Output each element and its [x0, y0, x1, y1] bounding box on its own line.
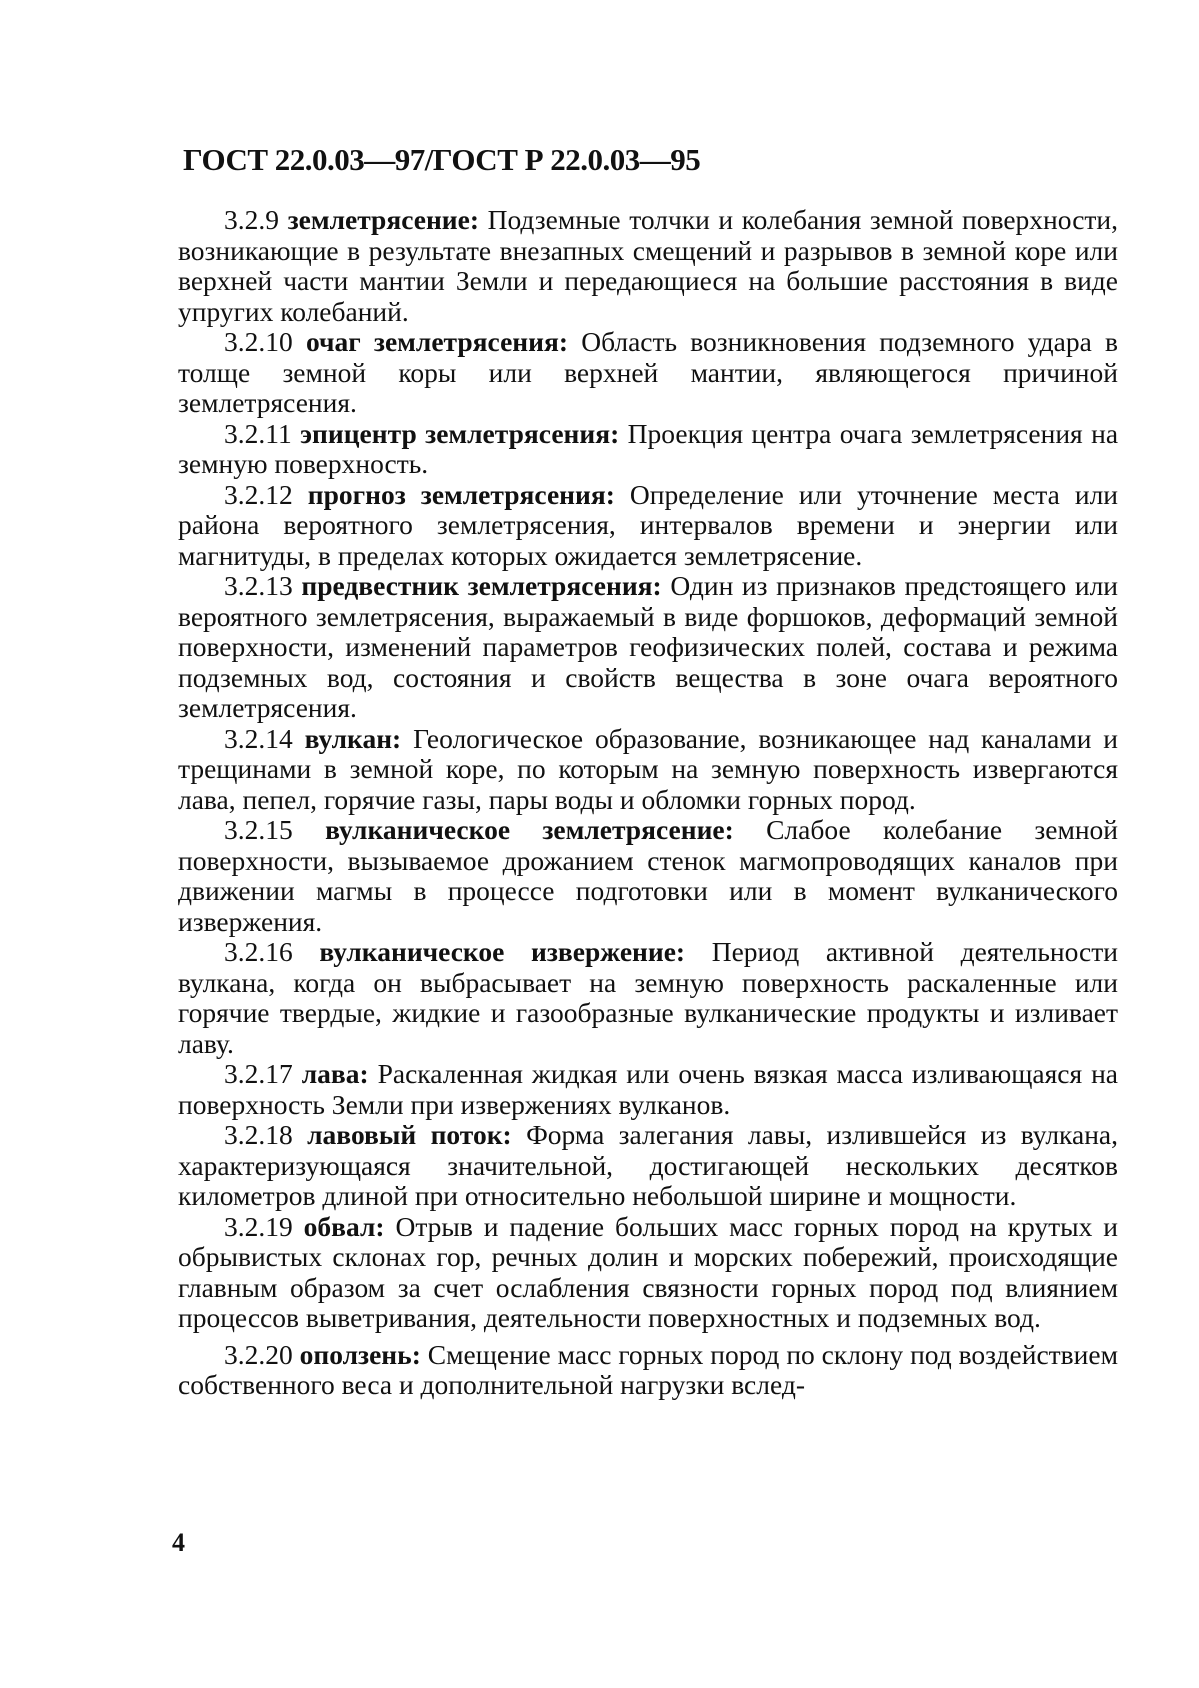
- page-header-standard-number: ГОСТ 22.0.03—97/ГОСТ Р 22.0.03—95: [183, 142, 701, 177]
- entry-definition: Подземные толчки и колебания земной поверхности, возникающие в результате внезапных смещений и разрывов в земной коре или верхней части мантии Земли и передающиеся на большие расстояния в виде упругих колебаний.: [178, 204, 1119, 327]
- entry-definition: Раскаленная жидкая или очень вязкая масса изливающаяся на поверхность Земли при извержениях вулканов.: [178, 1058, 1119, 1120]
- entry-number: 3.2.16: [224, 936, 293, 967]
- definition-entry: [178, 327, 1118, 419]
- entry-definition: Период активной деятельности вулкана, когда он выбрасывает на земную поверхность раскаленные или горячие твердые, жидкие и газообразные вулканические продукты и изливает лаву.: [178, 936, 1119, 1059]
- definition-entry: [178, 1212, 1118, 1334]
- entry-term: лава:: [301, 1058, 369, 1089]
- definition-entry: [178, 419, 1118, 480]
- definition-entry: [178, 1340, 1118, 1401]
- entry-term: вулканическое землетрясение:: [325, 814, 734, 845]
- entry-number: 3.2.10: [224, 326, 293, 357]
- definition-entry: [178, 571, 1118, 724]
- definitions-body: [178, 205, 1118, 1401]
- entry-term: очаг землетрясения:: [305, 326, 569, 357]
- entry-definition: Определение или уточнение места или района вероятного землетрясения, интервалов времени и энергии или магнитуды, в пределах которых ожидается землетрясение.: [178, 478, 1119, 571]
- definition-entry: [178, 815, 1118, 937]
- definition-entry: [178, 1059, 1118, 1120]
- entry-number: 3.2.20: [224, 1338, 293, 1370]
- entry-number: 3.2.11: [224, 417, 292, 449]
- entry-number: 3.2.19: [224, 1210, 293, 1242]
- entry-definition: Слабое колебание земной поверхности, вызываемое дрожанием стенок магмопроводящих каналов при движении магмы в процессе подготовки или в момент вулканического извержения.: [178, 814, 1119, 937]
- definition-entry: [178, 937, 1118, 1059]
- definition-entry: [178, 1120, 1118, 1212]
- entry-definition: Смещение масс горных пород по склону под воздействием собственного веса и дополнительной нагрузки вслед-: [178, 1338, 1118, 1400]
- entry-definition: Область возникновения подземного удара в толще земной коры или верхней мантии, являющегося причиной землетрясения.: [178, 326, 1119, 418]
- definition-entry: [178, 205, 1118, 327]
- entry-term: вулканическое извержение:: [319, 936, 686, 967]
- entry-number: 3.2.14: [224, 722, 293, 754]
- entry-definition: Проекция центра очага землетрясения на земную поверхность.: [178, 417, 1119, 479]
- entry-term: оползень:: [299, 1338, 421, 1370]
- entry-definition: Форма залегания лавы, излившейся из вулкана, характеризующаяся значительной, достигающей нескольких десятков километров длиной при относительно небольшой ширине и мощности.: [178, 1119, 1119, 1211]
- entry-definition: Геологическое образование, возникающее над каналами и трещинами в земной коре, по которым на земную поверхность извергаются лава, пепел, горячие газы, пары воды и обломки горных пород.: [178, 722, 1118, 815]
- entry-term: эпицентр землетрясения:: [300, 417, 620, 449]
- definition-entry: [178, 724, 1118, 816]
- entry-definition: Отрыв и падение больших масс горных пород на крутых и обрывистых склонах гор, речных долин и морских побережий, происходящие главным образом за счет ослабления связности горных пород под влиянием процессов выветривания, деятельности поверхностных и подземных вод.: [178, 1210, 1119, 1333]
- entry-term: вулкан:: [304, 722, 402, 754]
- entry-number: 3.2.12: [224, 478, 293, 510]
- entry-number: 3.2.13: [224, 570, 293, 601]
- page-number: 4: [172, 1528, 185, 1557]
- entry-term: обвал:: [303, 1210, 385, 1242]
- entry-number: 3.2.17: [224, 1058, 293, 1089]
- entry-term: предвестник землетрясения:: [301, 570, 662, 601]
- entry-term: землетрясение:: [287, 204, 480, 235]
- entry-term: лавовый поток:: [307, 1119, 512, 1150]
- entry-number: 3.2.15: [224, 814, 293, 845]
- definition-entry: [178, 480, 1118, 572]
- entry-definition: Один из признаков предстоящего или вероятного землетрясения, выражаемый в виде форшоков, деформаций земной поверхности, изменений параметров геофизических полей, состава и режима подземных вод, состояния и свойств вещества в зоне очага вероятного землетрясения.: [178, 570, 1119, 723]
- entry-number: 3.2.9: [224, 204, 279, 235]
- entry-term: прогноз землетрясения:: [307, 478, 615, 510]
- entry-number: 3.2.18: [224, 1119, 293, 1150]
